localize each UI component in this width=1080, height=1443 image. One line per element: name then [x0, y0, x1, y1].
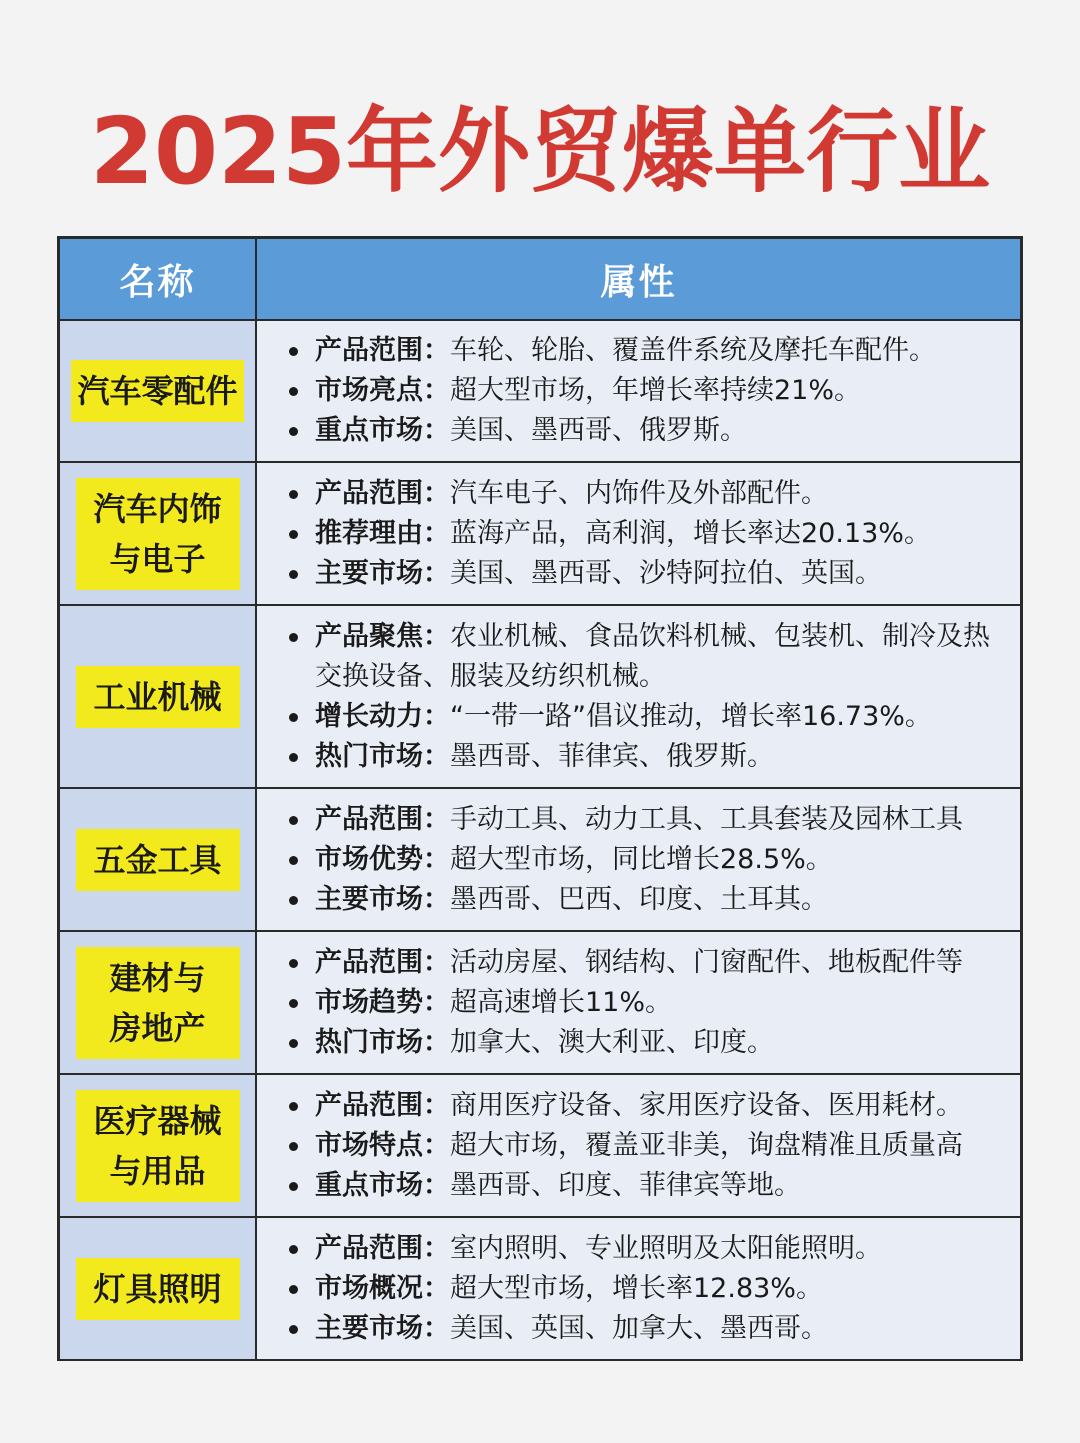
- table-row: [60, 462, 1020, 605]
- list-item: 市场亮点：超大型市场，年增长率持续21%。: [287, 371, 1012, 411]
- list-item: 主要市场：墨西哥、巴西、印度、土耳其。: [287, 880, 1012, 920]
- list-item: 主要市场：美国、墨西哥、沙特阿拉伯、英国。: [287, 554, 1012, 594]
- industry-name: 建材与 房地产: [76, 947, 240, 1059]
- list-item: 产品范围：车轮、轮胎、覆盖件系统及摩托车配件。: [287, 331, 1012, 371]
- industry-name: 汽车内饰 与电子: [76, 478, 240, 590]
- list-item: 产品范围：汽车电子、内饰件及外部配件。: [287, 474, 1012, 514]
- list-item: 重点市场：美国、墨西哥、俄罗斯。: [287, 411, 1012, 451]
- list-item: 产品范围：室内照明、专业照明及太阳能照明。: [287, 1229, 1012, 1269]
- list-item: 热门市场：加拿大、澳大利亚、印度。: [287, 1023, 1012, 1063]
- header-attributes: 属性: [256, 239, 1020, 320]
- table-row: [60, 605, 1020, 788]
- list-item: 产品聚焦：农业机械、食品饮料机械、包装机、制冷及热交换设备、服装及纺织机械。: [287, 617, 1012, 697]
- list-item: 重点市场：墨西哥、印度、菲律宾等地。: [287, 1166, 1012, 1206]
- industry-name: 灯具照明: [76, 1258, 240, 1320]
- table-row: [60, 1217, 1020, 1359]
- attribute-list: [257, 1229, 1020, 1349]
- table-row: [60, 788, 1020, 931]
- attribute-list: [257, 1086, 1020, 1206]
- industry-name: 工业机械: [76, 666, 240, 728]
- attribute-list: [257, 800, 1020, 920]
- list-item: 增长动力：“一带一路”倡议推动，增长率16.73%。: [287, 697, 1012, 737]
- list-item: 产品范围：商用医疗设备、家用医疗设备、医用耗材。: [287, 1086, 1012, 1126]
- list-item: 主要市场：美国、英国、加拿大、墨西哥。: [287, 1309, 1012, 1349]
- attribute-list: [257, 943, 1020, 1063]
- page-title: 2025年外贸爆单行业: [89, 98, 991, 205]
- attribute-list: [257, 617, 1020, 777]
- list-item: 热门市场：墨西哥、菲律宾、俄罗斯。: [287, 737, 1012, 777]
- list-item: 市场优势：超大型市场，同比增长28.5%。: [287, 840, 1012, 880]
- industry-table: [57, 236, 1023, 1361]
- table-row: [60, 1074, 1020, 1217]
- list-item: 市场趋势：超高速增长11%。: [287, 983, 1012, 1023]
- table-row: [60, 931, 1020, 1074]
- industry-name: 医疗器械 与用品: [76, 1090, 240, 1202]
- industry-name: 五金工具: [76, 829, 240, 891]
- header-name: 名称: [60, 239, 256, 320]
- list-item: 产品范围：活动房屋、钢结构、门窗配件、地板配件等: [287, 943, 1012, 983]
- attribute-list: [257, 331, 1020, 451]
- list-item: 市场概况：超大型市场，增长率12.83%。: [287, 1269, 1012, 1309]
- attribute-list: [257, 474, 1020, 594]
- table-row: [60, 320, 1020, 462]
- industry-name: 汽车零配件: [71, 360, 243, 422]
- list-item: 产品范围：手动工具、动力工具、工具套装及园林工具: [287, 800, 1012, 840]
- list-item: 市场特点：超大市场，覆盖亚非美，询盘精准且质量高: [287, 1126, 1012, 1166]
- list-item: 推荐理由：蓝海产品，高利润，增长率达20.13%。: [287, 514, 1012, 554]
